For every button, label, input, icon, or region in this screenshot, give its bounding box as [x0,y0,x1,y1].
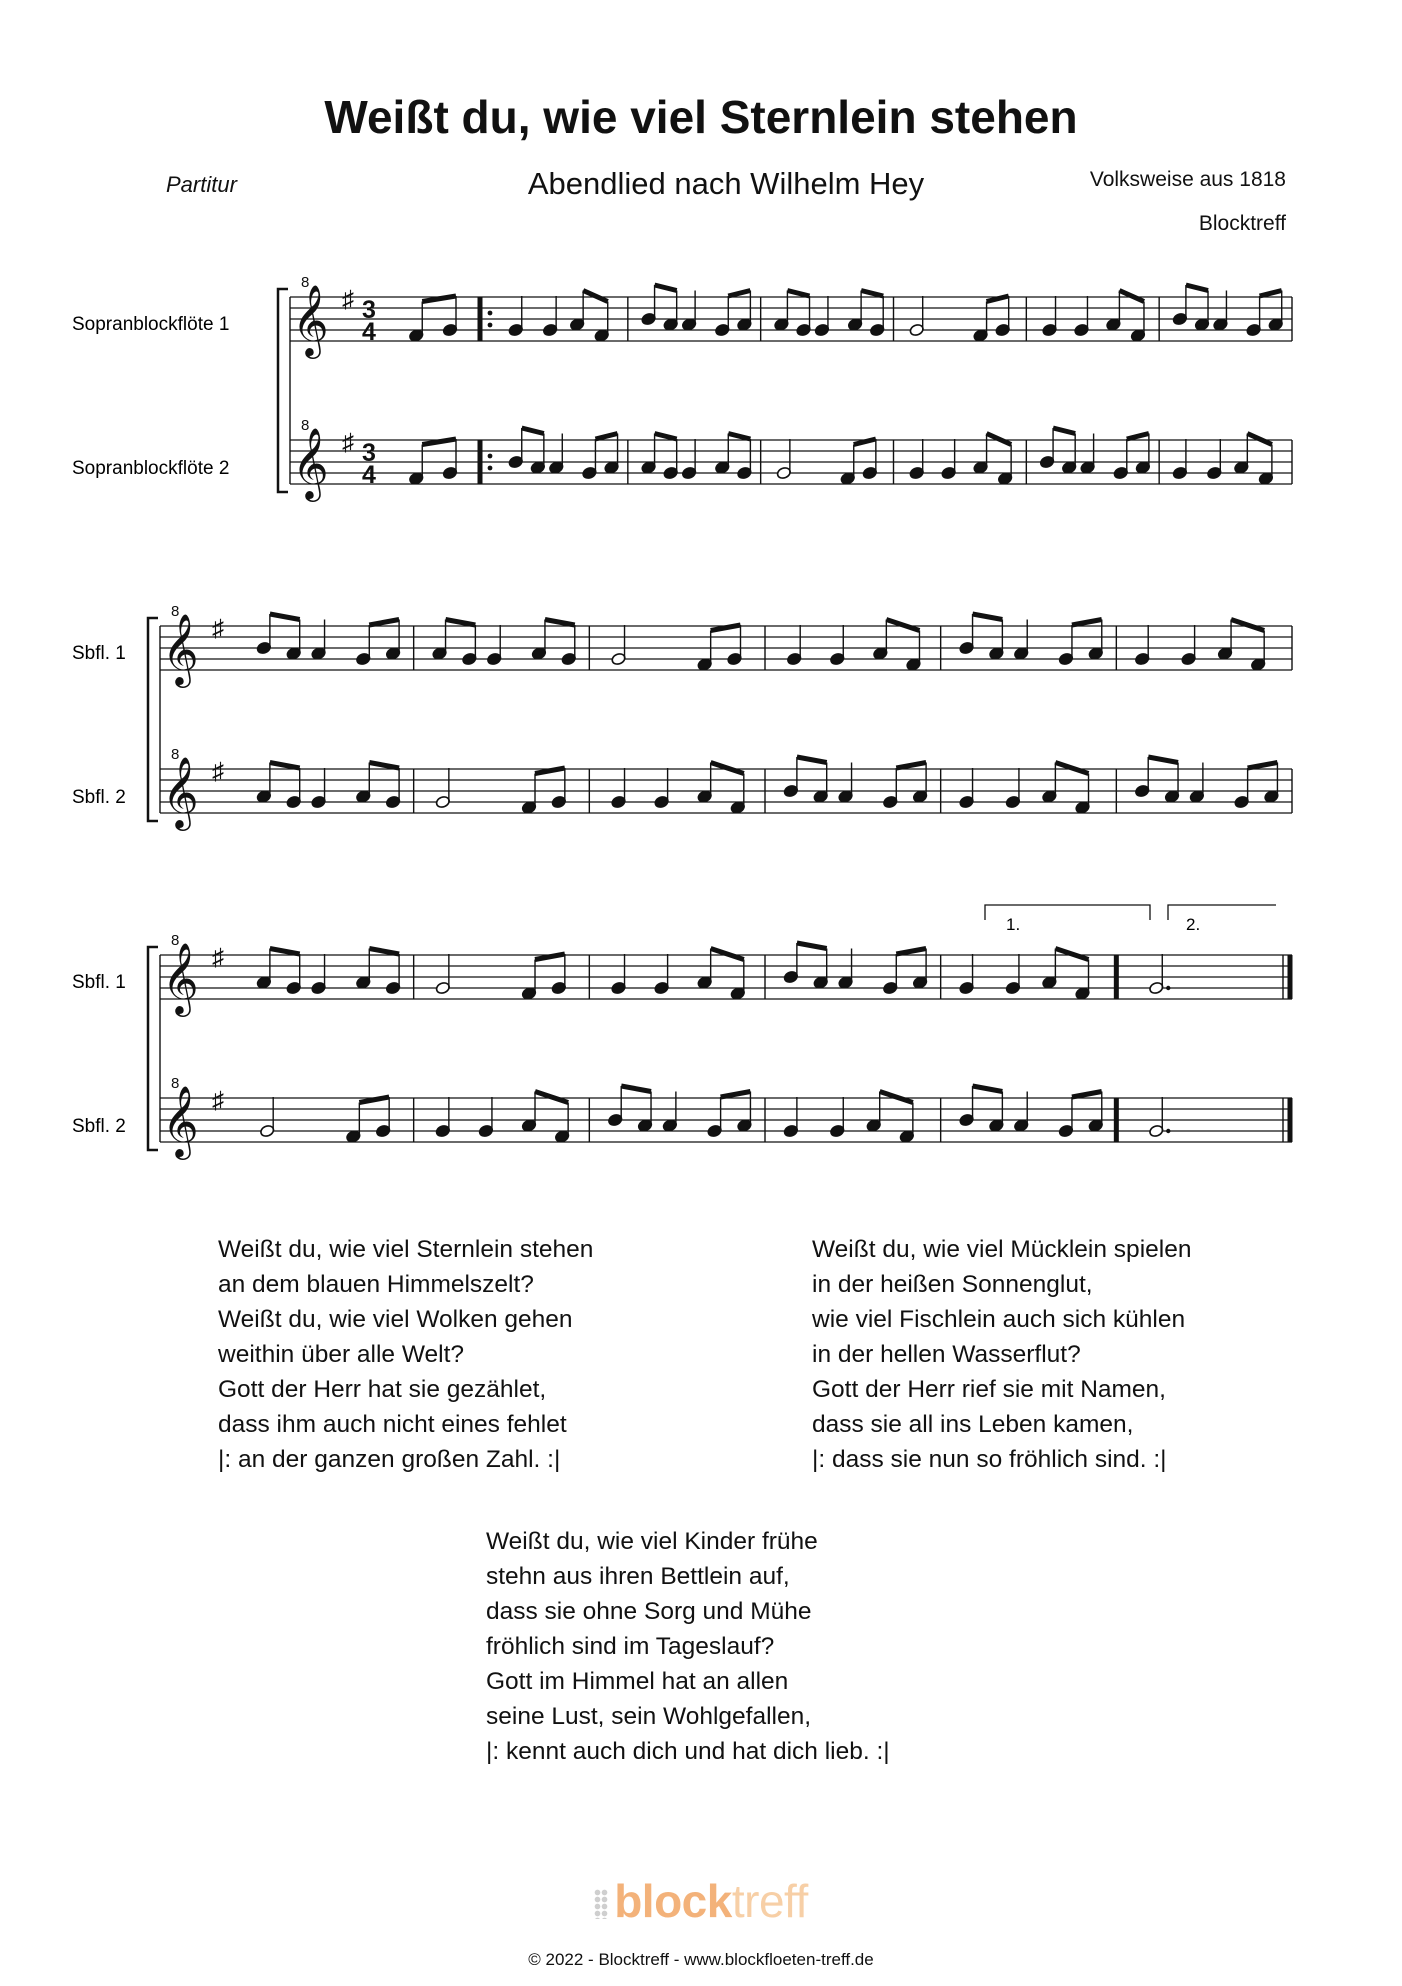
beam [1247,434,1272,445]
instrument-label: Sopranblockflöte 1 [72,314,230,335]
beam [446,620,476,626]
octave-8-mark: 8 [171,603,180,620]
sharp-icon: ♯ [342,286,354,313]
treble-clef-icon: 𝄞 [162,758,199,827]
beam [1119,291,1144,302]
beam [886,620,919,631]
treble-clef-icon: 𝄞 [292,286,329,355]
volta-2-bracket [1168,905,1276,920]
beam [270,614,300,620]
octave-8-mark: 8 [171,746,180,763]
lyrics-verse-3: Weißt du, wie viel Kinder frühe stehn aus ihren Bettlein auf, dass sie ohne Sorg und Mühe fröhlich sind im Tageslauf? Gott im Himmel hat an allen seine Lust, sein Wohlgefallen, |: kennt auch dich und hat dich lieb. :| [486,1528,890,1765]
dot-icon [1166,1129,1170,1133]
beam [1072,620,1102,626]
copyright: © 2022 - Blocktreff - www.blockfloeten-treff.de [528,1950,874,1969]
treble-clef-icon: 𝄞 [292,429,329,498]
beam [721,1092,751,1098]
octave-8-mark: 8 [301,417,310,434]
treble-clef-icon: 𝄞 [162,944,199,1013]
beam [1055,949,1088,960]
beam [522,428,544,434]
beam [787,291,809,297]
beam [728,291,750,297]
arranger: Blocktreff [1198,212,1286,235]
beam [270,763,300,769]
beam [1231,620,1264,631]
system-2 [72,643,126,808]
beam [535,1092,568,1103]
beam [728,434,750,440]
partitur-label: Partitur [166,172,237,197]
sharp-icon: ♯ [212,944,224,971]
beam [1260,291,1282,297]
system-bracket [278,289,288,492]
beam [797,757,827,763]
treble-clef-icon: 𝄞 [162,1087,199,1156]
composer: Volksweise aus 1818 [1089,168,1286,191]
beam [987,434,1012,445]
sharp-icon: ♯ [342,429,354,456]
lyrics-verse-1: Weißt du, wie viel Sternlein stehen an dem blauen Himmelszelt? Weißt du, wie viel Wolken gehen weithin über alle Welt? Gott der Herr hat sie gezählet, dass ihm auch nicht eines fehlet |: an der ganzen großen Zahl. :| [218,1236,594,1473]
beam [880,1092,913,1103]
beam [1055,763,1088,774]
system-1 [72,314,229,479]
system-3 [72,972,126,1137]
logo-dots-icon [594,1889,608,1919]
repeat-dot [488,466,493,471]
time-signature-top: 3 [362,439,376,467]
beam [896,949,926,955]
beam [1127,434,1149,440]
repeat-dot [488,311,493,316]
instrument-label: Sbfl. 2 [72,1116,126,1137]
octave-8-mark: 8 [171,932,180,949]
beam [369,949,399,955]
blocktreff-logo: blocktreff [0,1874,1402,1928]
beam [369,620,399,626]
beam [270,949,300,955]
sharp-icon: ♯ [212,758,224,785]
sharp-icon: ♯ [212,615,224,642]
beam [973,1086,1003,1092]
repeat-dot [488,323,493,328]
system-bracket [148,618,158,821]
beam [583,291,608,302]
beam [655,434,677,440]
beam [1148,757,1178,763]
octave-8-mark: 8 [171,1075,180,1092]
instrument-label: Sbfl. 1 [72,643,126,664]
beam [369,763,399,769]
beam [545,620,575,626]
beam [973,614,1003,620]
time-signature-bottom: 4 [362,461,376,489]
subtitle: Abendlied nach Wilhelm Hey [527,166,925,201]
beam [896,763,926,769]
beam [595,434,617,440]
lyrics-verse-2: Weißt du, wie viel Mücklein spielen in der heißen Sonnenglut, wie viel Fischlein auch sich kühlen in der hellen Wasserflut? Gott der Herr rief sie mit Namen, dass sie all ins Leben kamen, |: dass sie nun so fröhlich sind. :| [812,1236,1192,1473]
page-title: Weißt du, wie viel Sternlein stehen [324,91,1078,143]
dot-icon [1166,986,1170,990]
beam [1186,285,1208,291]
instrument-label: Sbfl. 1 [72,972,126,993]
beam [797,943,827,949]
time-signature-top: 3 [362,296,376,324]
system-bracket [148,947,158,1150]
beam [1072,1092,1102,1098]
instrument-label: Sopranblockflöte 2 [72,458,230,479]
beam [711,949,744,960]
sharp-icon: ♯ [212,1087,224,1114]
time-signature-bottom: 4 [362,318,376,346]
repeat-dot [488,454,493,459]
beam [1053,428,1075,434]
beam [1248,763,1278,769]
beam [711,763,744,774]
treble-clef-icon: 𝄞 [162,615,199,684]
beam [621,1086,651,1092]
volta-1-label: 1. [1006,915,1021,934]
beam [861,291,883,297]
octave-8-mark: 8 [301,274,310,291]
beam [655,285,677,291]
notation [148,274,1292,1160]
instrument-label: Sbfl. 2 [72,787,126,808]
volta-2-label: 2. [1186,915,1201,934]
